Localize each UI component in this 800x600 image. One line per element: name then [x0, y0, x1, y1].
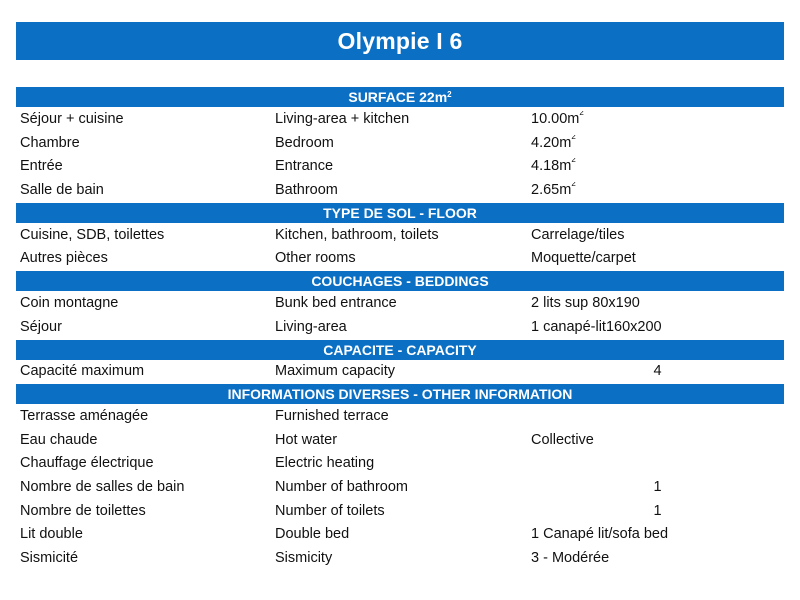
table-row [16, 131, 784, 155]
section-header-label: TYPE DE SOL - FLOOR [323, 204, 477, 221]
table-row [16, 546, 784, 570]
value-cell [531, 363, 784, 379]
french-label: Coin montagne [20, 294, 119, 311]
french-label: Entrée [20, 158, 63, 175]
english-label: Bedroom [275, 134, 334, 151]
french-label: Séjour + cuisine [20, 110, 124, 127]
french-label: Nombre de toilettes [20, 502, 146, 519]
english-label: Number of toilets [275, 502, 385, 519]
table-row [16, 452, 784, 476]
french-label: Chambre [20, 134, 80, 151]
value-superscript: 2 [571, 158, 576, 165]
section-header [16, 383, 784, 404]
value-cell [531, 319, 784, 335]
value-text: 4 [653, 363, 662, 380]
value-cell [531, 503, 784, 519]
english-label: Bathroom [275, 181, 338, 198]
value-cell [531, 479, 784, 495]
table-row [16, 154, 784, 178]
section-header-label: SURFACE 22m [348, 89, 448, 105]
english-label: Living-area [275, 318, 347, 335]
french-label: Séjour [20, 318, 62, 335]
section-header: SURFACE 22m $^2$ [16, 86, 784, 107]
table-row [16, 178, 784, 202]
value-cell [531, 182, 784, 198]
french-label: Chauffage électrique [20, 455, 154, 472]
table-row [16, 291, 784, 315]
english-label: Other rooms [275, 250, 356, 267]
french-label: Autres pièces [20, 250, 108, 267]
english-label: Entrance [275, 158, 334, 175]
section-header-label: INFORMATIONS DIVERSES - OTHER INFORMATION [227, 386, 573, 403]
french-label: Eau chaude [20, 431, 98, 448]
value-cell [531, 158, 784, 174]
value-text: 3 - Modérée [531, 550, 610, 567]
value-text: Carrelage/tiles [531, 226, 625, 243]
table-row [16, 523, 784, 547]
value-text: Collective [531, 431, 594, 448]
english-label: Kitchen, bathroom, toilets [275, 226, 439, 243]
french-label: Salle de bain [20, 181, 104, 198]
page-title: Olympie I 6 [16, 22, 784, 60]
value-text: 4.18m [531, 158, 572, 175]
english-label: Sismicity [275, 550, 333, 567]
value-cell [531, 550, 784, 566]
value-cell [531, 111, 784, 127]
section-header [16, 202, 784, 223]
english-label: Electric heating [275, 455, 375, 472]
english-label: Hot water [275, 431, 338, 448]
table-row [16, 360, 784, 384]
french-label: Sismicité [20, 550, 79, 567]
value-text: 4.20m [531, 134, 572, 151]
table-row [16, 107, 784, 131]
value-cell [531, 250, 784, 266]
value-text: 2.65m [531, 181, 572, 198]
english-label: Double bed [275, 526, 350, 543]
value-superscript: 2 [571, 181, 576, 189]
value-superscript: 2 [579, 110, 584, 118]
value-cell [531, 432, 784, 448]
section-header [16, 270, 784, 291]
french-label: Capacité maximum [20, 363, 145, 380]
table-row [16, 428, 784, 452]
table-row [16, 475, 784, 499]
french-label: Cuisine, SDB, toilettes [20, 226, 165, 243]
value-text: 10.00m [531, 110, 580, 127]
value-text: Moquette/carpet [531, 250, 636, 267]
table-row [16, 315, 784, 339]
english-label: Maximum capacity [275, 363, 396, 380]
value-superscript: 2 [571, 134, 576, 141]
value-cell [531, 526, 784, 542]
title-spacer [16, 60, 784, 86]
value-text: 2 lits sup 80x190 [531, 294, 640, 311]
table-row [16, 404, 784, 428]
table-row [16, 499, 784, 523]
section-header [16, 339, 784, 360]
section-header-label: COUCHAGES - BEDDINGS [311, 273, 489, 290]
sections-container [16, 86, 784, 570]
french-label: Nombre de salles de bain [20, 479, 185, 496]
value-text: 1 Canapé lit/sofa bed [531, 526, 669, 543]
property-sheet [16, 22, 784, 570]
english-label: Living-area + kitchen [275, 110, 410, 127]
value-cell [531, 135, 784, 151]
table-row [16, 246, 784, 270]
table-row [16, 223, 784, 247]
english-label: Bunk bed entrance [275, 294, 397, 311]
section-header-label: CAPACITE - CAPACITY [323, 341, 477, 358]
value-text: 1 canapé-lit160x200 [531, 318, 662, 335]
french-label: Lit double [20, 526, 83, 543]
french-label: Terrasse aménagée [20, 408, 149, 425]
value-cell [531, 227, 784, 243]
value-text: 1 [653, 502, 662, 519]
value-text: 1 [653, 479, 662, 496]
english-label: Furnished terrace [275, 408, 389, 425]
value-cell [531, 295, 784, 311]
english-label: Number of bathroom [275, 479, 408, 496]
